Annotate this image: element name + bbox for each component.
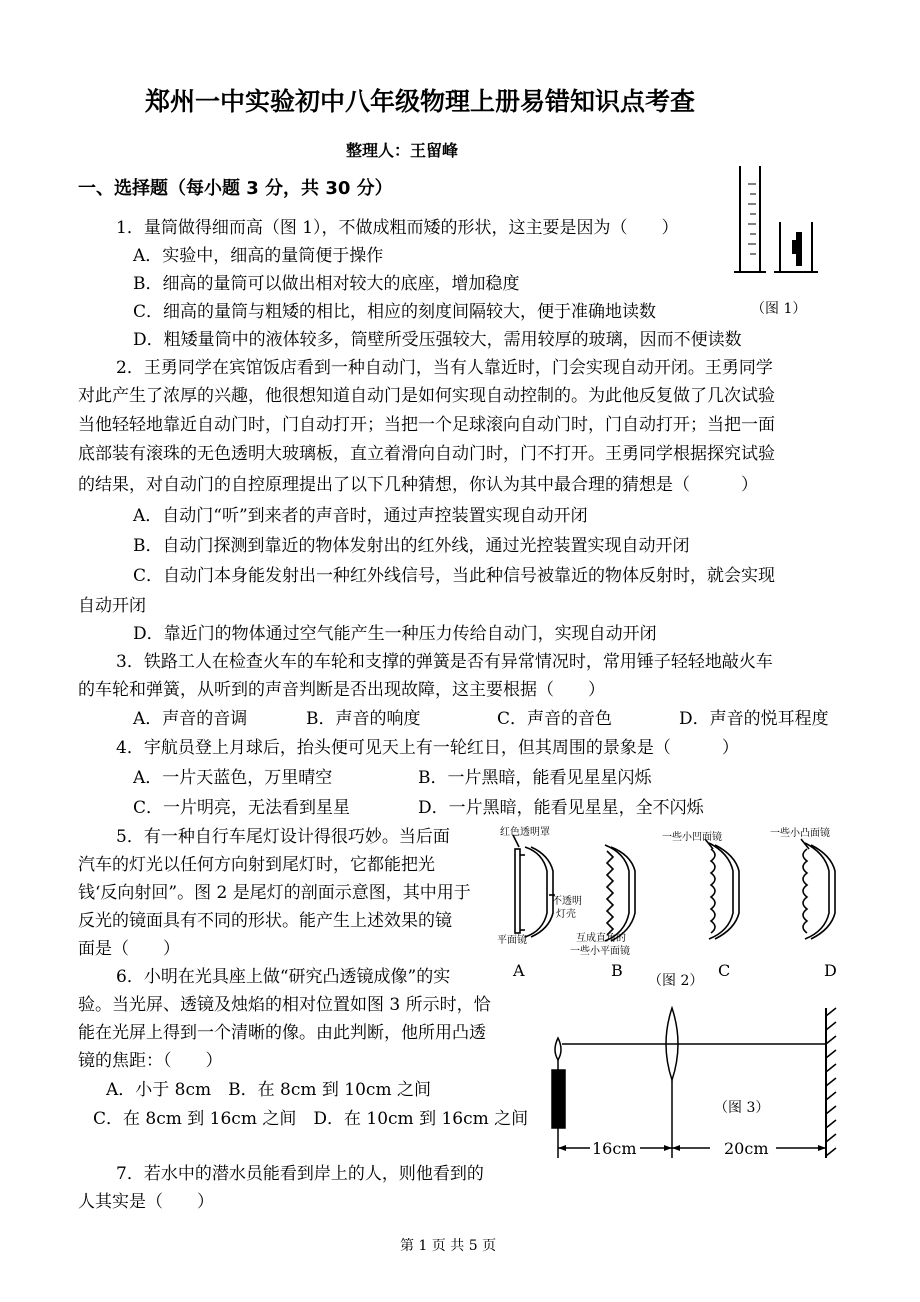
page-footer: 第 1 页 共 5 页 (400, 1238, 497, 1254)
q2-line-2: 对此产生了浓厚的兴趣，他很想知道自动门是如何实现自动控制的。为此他反复做了几次试验 (78, 386, 775, 406)
fig2-label-plane-mirror: 平面镜 (497, 935, 527, 946)
fig2-option-c-label: C (718, 961, 731, 980)
q7-line-1: 7．若水中的潜水员能看到岸上的人，则他看到的 (116, 1164, 484, 1184)
q3-option-a: A．声音的音调 (133, 709, 248, 729)
author-line: 整理人：王留峰 (346, 141, 459, 160)
q2-option-b: B．自动门探测到靠近的物体发射出的红外线，通过光控装置实现自动开闭 (133, 536, 690, 556)
q2-line-1: 2．王勇同学在宾馆饭店看到一种自动门，当有人靠近时，门会实现自动开闭。王勇同学 (116, 358, 773, 378)
fig2-label-concave: 一些小凹面镜 (662, 832, 722, 843)
q3-option-b: B．声音的响度 (306, 709, 421, 729)
fig3-distance-16cm: 16cm (592, 1139, 637, 1158)
q7-line-2: 人其实是（ ） (78, 1192, 214, 1212)
q1-option-b: B．细高的量筒可以做出相对较大的底座，增加稳度 (133, 274, 520, 294)
q1-option-c: C．细高的量筒与粗矮的相比，相应的刻度间隔较大，便于准确地读数 (133, 302, 657, 322)
q3-line-1: 3．铁路工人在检查火车的车轮和支撑的弹簧是否有异常情况时，常用锤子轻轻地敲火车 (116, 652, 773, 672)
q6-options-cd: C．在 8cm 到 16cm 之间 D．在 10cm 到 16cm 之间 (93, 1109, 529, 1129)
q3-line-2: 的车轮和弹簧，从听到的声音判断是否出现故障，这主要根据（ ） (78, 680, 605, 700)
q2-option-a: A．自动门“听”到来者的声音时，通过声控装置实现自动开闭 (133, 506, 588, 526)
fig1-cylinders (730, 164, 830, 279)
section-heading: 一、选择题（每小题 3 分，共 30 分） (78, 178, 393, 199)
q4-option-a: A．一片天蓝色，万里晴空 (133, 768, 333, 788)
q6-line-2: 验。当光屏、透镜及烛焰的相对位置如图 3 所示时，恰 (78, 995, 491, 1015)
q5-line-3: 钱‘反向射回”。图 2 是尾灯的剖面示意图，其中用于 (78, 883, 471, 903)
q5-line-1: 5．有一种自行车尾灯设计得很巧妙。当后面 (116, 827, 450, 847)
q5-line-4: 反光的镜面具有不同的形状。能产生上述效果的镜 (78, 911, 452, 931)
q5-line-5: 面是（ ） (78, 939, 180, 959)
q6-line-4: 镜的焦距：（ ） (78, 1051, 223, 1071)
fig3-optical-bench (540, 1008, 850, 1168)
q6-line-1: 6．小明在光具座上做“研究凸透镜成像”的实 (116, 967, 451, 987)
q1-option-d: D．粗矮量筒中的液体较多，筒壁所受压强较大，需用较厚的玻璃，因而不便读数 (133, 330, 742, 350)
q4-stem: 4．宇航员登上月球后，抬头便可见天上有一轮红日，但其周围的景象是（ ） (116, 738, 739, 758)
q2-line-4: 底部装有滚珠的无色透明大玻璃板，直立着滑向自动门时，门不打开。王勇同学根据探究试验 (78, 444, 775, 464)
fig3-caption: （图 3） (714, 1100, 770, 1116)
q2-option-c: C．自动门本身能发射出一种红外线信号，当此种信号被靠近的物体反射时，就会实现 (133, 566, 776, 586)
fig2-taillights (495, 825, 855, 955)
fig2-caption: （图 2） (648, 973, 704, 989)
fig2-label-opaque: 不透明 (552, 896, 582, 907)
q2-option-d: D．靠近门的物体通过空气能产生一种压力传给自动门，实现自动开闭 (133, 624, 657, 644)
q6-options-ab: A．小于 8cm B．在 8cm 到 10cm 之间 (106, 1080, 431, 1100)
q4-option-d: D．一片黑暗，能看见星星，全不闪烁 (418, 798, 704, 818)
fig2-option-d-label: D (824, 961, 837, 980)
q1-option-a: A．实验中，细高的量筒便于操作 (133, 246, 384, 266)
q6-line-3: 能在光屏上得到一个清晰的像。由此判断，他所用凸透 (78, 1023, 486, 1043)
fig2-label-red-cover: 红色透明罩 (500, 827, 550, 838)
q3-option-c: C．声音的音色 (497, 709, 613, 729)
q4-option-b: B．一片黑暗，能看见星星闪烁 (418, 768, 652, 788)
q2-line-5: 的结果，对自动门的自控原理提出了以下几种猜想，你认为其中最合理的猜想是（ ） (78, 475, 758, 495)
fig2-label-convex: 一些小凸面镜 (770, 828, 830, 839)
fig2-label-small-planes: 一些小平面镜 (570, 946, 630, 957)
q2-option-c-cont: 自动开闭 (78, 596, 146, 616)
fig2-label-opaque-shell: 灯壳 (556, 909, 576, 920)
fig2-option-b-label: B (611, 961, 623, 980)
q5-line-2: 汽车的灯光以任何方向射到尾灯时，它都能把光 (78, 855, 435, 875)
fig1-caption: （图 1） (751, 301, 807, 317)
fig2-label-right-angle: 互成直角的 (576, 933, 626, 944)
q3-option-d: D．声音的悦耳程度 (679, 709, 829, 729)
fig2-option-a-label: A (513, 961, 525, 980)
q4-option-c: C．一片明亮，无法看到星星 (133, 798, 351, 818)
q2-line-3: 当他轻轻地靠近自动门时，门自动打开；当把一个足球滚向自动门时，门自动打开；当把一面 (78, 415, 775, 435)
q1-stem: 1．量筒做得细而高（图 1），不做成粗而矮的形状，这主要是因为（ ） (116, 218, 679, 238)
page-title: 郑州一中实验初中八年级物理上册易错知识点考查 (145, 87, 696, 116)
fig3-distance-20cm: 20cm (724, 1139, 769, 1158)
